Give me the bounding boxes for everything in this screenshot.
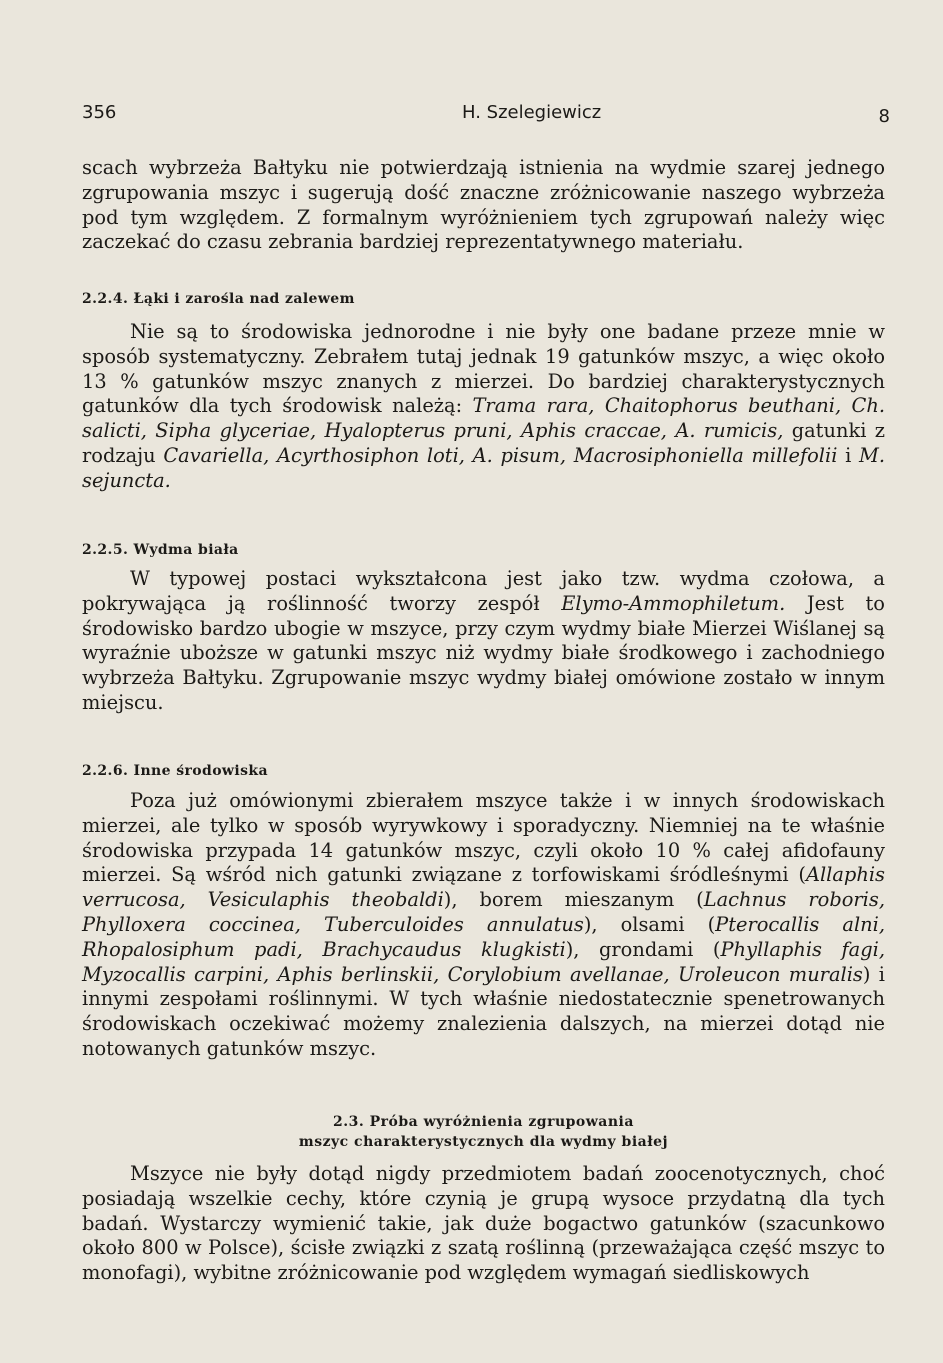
section-heading-2-2-4: 2.2.4. Łąki i zarośla nad zalewem xyxy=(82,291,355,307)
species-list: Phyllaphis fagi, Myzocallis carpini, Aphis berlinskii, Corylobium avellanae, Uroleucon muralis xyxy=(82,937,886,986)
species-list: Trama rara, Chaitophorus beuthani, Ch. salicti, Sipha glyceriae, Hyalopterus pruni, Aphis craccae, A. rumicis, xyxy=(82,394,885,443)
section-heading-2-2-5: 2.2.5. Wydma biała xyxy=(82,542,239,558)
paragraph-continued: scach wybrzeża Bałtyku nie potwierdzają istnienia na wydmie szarej jednego zgrupowania mszyc i sugerują dość znaczne zróżnicowanie naszego wybrzeża pod tym względem. Z formalnym wyróżnieniem tych zgrupowań należy więc zaczekać do czasu zebrania bardziej reprezentatywnego materiału. xyxy=(82,156,885,254)
paragraph-meadows: Nie są to środowiska jednorodne i nie były one badane przeze mnie w sposób systematyczny. Zebrałem tutaj jednak 19 gatunków mszyc, a więc około 13 % gatunków mszyc znanych z mierzei. Do bardziej charakterystycznych gatunków dla tych środowisk należą: Trama rara, Chaitophorus beuthani, Ch. salicti, Sipha glyceriae, Hyalopterus pruni, Aphis craccae, A. rumicis, gatunki z rodzaju Cavariella, Acyrthosiphon loti, A. pisum, Macrosiphoniella millefolii i M. sejuncta. xyxy=(82,320,885,492)
paragraph-aphid-assemblage: Mszyce nie były dotąd nigdy przedmiotem badań zoocenotycznych, choć posiadają wszelkie cechy, które czynią je grupą wysoce przydatną dla tych badań. Wystarczy wymienić takie, jak duże bogactwo gatunków (szacunkowo około 800 w Polsce), ścisłe związki z szatą roślinną (przeważająca część mszyc to monofagi), wybitne zróżnicowanie pod względem wymagań siedliskowych xyxy=(82,1162,885,1285)
species-list: M. sejuncta. xyxy=(82,443,885,492)
section-heading-2-3 xyxy=(82,1112,885,1152)
section-heading-line: mszyc charakterystycznych dla wydmy białej xyxy=(298,1134,669,1150)
sheet-number: 8 xyxy=(878,106,890,127)
paragraph-other-habitats: Poza już omówionymi zbierałem mszyce także i w innych środowiskach mierzei, ale tylko w sposób wyrywkowy i sporadyczny. Niemniej na te właśnie środowiska przypada 14 gatunków mszyc, czyli około 10 % całej afidofauny mierzei. Są wśród nich gatunki związane z torfowiskami śródleśnymi (Allaphis verrucosa, Vesiculaphis theobaldi), borem mieszanym (Lachnus roboris, Phylloxera coccinea, Tuberculoides annulatus), olsami (Pterocallis alni, Rhopalosiphum padi, Brachycaudus klugkisti), grondami (Phyllaphis fagi, Myzocallis carpini, Aphis berlinskii, Corylobium avellanae, Uroleucon muralis) i innymi zespołami roślinnymi. W tych właśnie niedostatecznie spenetrowanych środowiskach oczekiwać możemy znalezienia dalszych, na mierzei dotąd nie notowanych gatunków mszyc. xyxy=(82,789,886,1060)
association-name: Elymo-Ammophiletum. xyxy=(561,591,786,615)
species-list: Cavariella, Acyrthosiphon loti, A. pisum, Macrosiphoniella millefolii xyxy=(163,443,838,467)
species-list: Lachnus roboris, Phylloxera coccinea, Tuberculoides annulatus xyxy=(82,888,886,936)
section-heading-line: 2.3. Próba wyróżnienia zgrupowania xyxy=(333,1114,634,1130)
paragraph-white-dune: W typowej postaci wykształcona jest jako tzw. wydma czołowa, a pokrywająca ją roślinność tworzy zespół Elymo-Ammophiletum. Jest to środowisko bardzo ubogie w mszyce, przy czym wydmy białe Mierzei Wiślanej są wyraźnie uboższe w gatunki mszyc niż wydmy białe środkowego i zachodniego wybrzeża Bałtyku. Zgrupowanie mszyc wydmy białej omówione zostało w innym miejscu. xyxy=(82,567,885,714)
running-author: H. Szelegiewicz xyxy=(462,102,602,123)
running-header xyxy=(82,102,890,132)
species-list: Pterocallis alni, Rhopalosiphum padi, Brachycaudus klugkisti xyxy=(82,912,885,961)
section-heading-2-2-6: 2.2.6. Inne środowiska xyxy=(82,763,268,779)
page-number: 356 xyxy=(82,102,117,123)
species-list: Allaphis verrucosa, Vesiculaphis theobaldi xyxy=(82,863,885,912)
